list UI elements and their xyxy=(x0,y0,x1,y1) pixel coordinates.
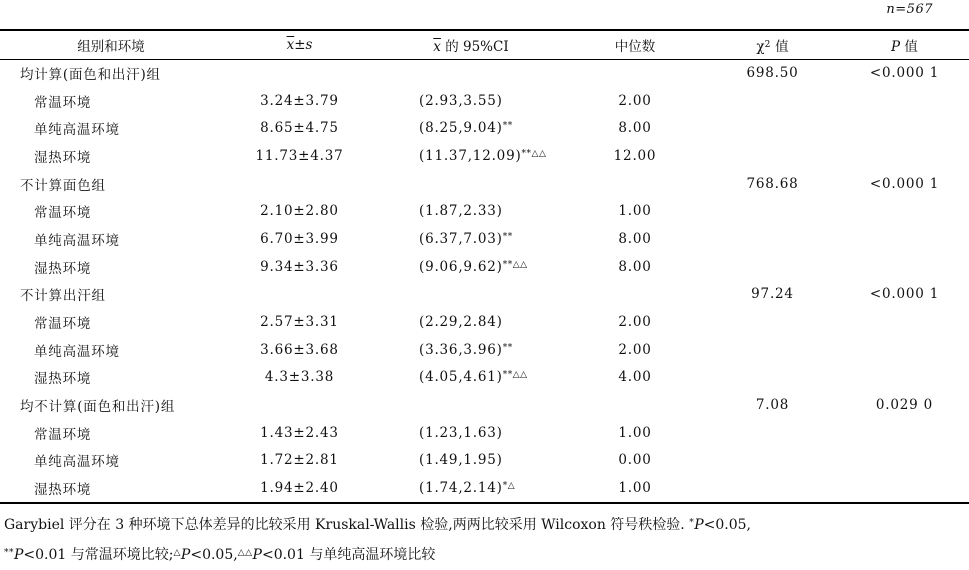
ci-value xyxy=(377,197,565,225)
footnote-p-symbol: P xyxy=(252,547,262,563)
mean-sd-value: 2.10±2.80 xyxy=(260,203,339,220)
table-row xyxy=(0,87,969,115)
table-row xyxy=(0,336,969,364)
empty-cell xyxy=(565,281,705,309)
ci-interval: (11.37,12.09) xyxy=(419,147,522,164)
ci-value xyxy=(377,87,565,115)
environment-label: 常温环境 xyxy=(34,426,92,443)
significance-marks: ** xyxy=(502,231,513,242)
table-row xyxy=(0,419,969,447)
ci-value xyxy=(377,364,565,392)
empty-cell xyxy=(377,59,565,87)
mean-sd-value: 8.65±4.75 xyxy=(260,120,339,137)
environment-label: 常温环境 xyxy=(34,94,92,111)
significance-marks: **△△ xyxy=(521,148,547,159)
empty-cell xyxy=(840,114,969,142)
ci-interval: (9.06,9.62) xyxy=(419,258,503,275)
empty-cell xyxy=(705,253,840,281)
empty-cell xyxy=(705,447,840,475)
environment-label: 单纯高温环境 xyxy=(34,122,120,139)
ci-value xyxy=(377,308,565,336)
footnote-mark: △ xyxy=(173,548,181,558)
empty-cell xyxy=(705,474,840,502)
ci-interval: (1.87,2.33) xyxy=(419,203,503,220)
ci-value xyxy=(377,253,565,281)
table-bottom-rule xyxy=(0,502,969,504)
p-value: <0.000 1 xyxy=(869,64,940,81)
environment-label: 常温环境 xyxy=(34,205,92,222)
median-value: 2.00 xyxy=(618,341,652,358)
mean-sd-value: 3.66±3.68 xyxy=(260,341,339,358)
significance-marks: **△△ xyxy=(502,370,528,381)
significance-marks: *△ xyxy=(502,481,516,492)
group-label: 均计算(面色和出汗)组 xyxy=(20,66,161,83)
empty-cell xyxy=(840,336,969,364)
median-value: 8.00 xyxy=(618,258,652,275)
p-value: <0.000 1 xyxy=(869,286,940,303)
footnote-mark: * xyxy=(689,518,695,528)
sample-size-text: n=567 xyxy=(886,2,933,17)
ci-interval: (8.25,9.04) xyxy=(419,120,503,137)
empty-cell xyxy=(705,142,840,170)
p-value: 0.029 0 xyxy=(875,397,934,414)
header-chi-symbol: χ xyxy=(756,39,765,55)
empty-cell xyxy=(840,253,969,281)
p-value: <0.000 1 xyxy=(869,175,940,192)
empty-cell xyxy=(222,391,377,419)
environment-label: 湿热环境 xyxy=(34,371,92,388)
empty-cell xyxy=(840,87,969,115)
chi2-value: 768.68 xyxy=(746,175,799,192)
environment-label: 单纯高温环境 xyxy=(34,343,120,360)
header-mean-x: $\overline{x}$ xyxy=(286,37,295,53)
table-row xyxy=(0,308,969,336)
environment-label: 单纯高温环境 xyxy=(34,232,120,249)
mean-sd-value: 6.70±3.99 xyxy=(260,230,339,247)
empty-cell xyxy=(840,142,969,170)
ci-value xyxy=(377,225,565,253)
empty-cell xyxy=(377,281,565,309)
ci-interval: (1.49,1.95) xyxy=(419,452,503,469)
header-p-symbol: P xyxy=(891,39,901,55)
footnote-line1-text: Garybiel 评分在 3 种环境下总体差异的比较采用 Kruskal-Wallis 检验,两两比较采用 Wilcoxon 符号秩检验. xyxy=(4,517,685,533)
header-ci-x: $\overline{x}$ xyxy=(433,39,441,55)
empty-cell xyxy=(705,114,840,142)
ci-interval: (2.29,2.84) xyxy=(419,314,503,331)
header-median: 中位数 xyxy=(614,39,656,55)
empty-cell xyxy=(222,170,377,198)
header-chi-rest: 值 xyxy=(770,39,789,55)
empty-cell xyxy=(840,419,969,447)
empty-cell xyxy=(222,59,377,87)
significance-marks: **△△ xyxy=(502,259,528,270)
table-row xyxy=(0,364,969,392)
ci-value xyxy=(377,114,565,142)
empty-cell xyxy=(840,308,969,336)
header-p xyxy=(840,31,969,59)
chi2-value: 7.08 xyxy=(755,397,790,414)
median-value: 2.00 xyxy=(618,314,652,331)
mean-sd-value: 1.94±2.40 xyxy=(260,480,339,497)
significance-marks: ** xyxy=(502,121,513,132)
ci-interval: (3.36,3.96) xyxy=(419,341,503,358)
footnote-mark: ** xyxy=(4,548,14,558)
header-group: 组别和环境 xyxy=(77,39,145,55)
table-row xyxy=(0,225,969,253)
ci-interval: (2.93,3.55) xyxy=(419,92,503,109)
empty-cell xyxy=(377,391,565,419)
footnote-text: <0.01 与单纯高温环境比较 xyxy=(261,547,436,563)
table-row xyxy=(0,253,969,281)
empty-cell xyxy=(705,308,840,336)
empty-cell xyxy=(840,474,969,502)
empty-cell xyxy=(705,419,840,447)
sample-size-note xyxy=(886,2,933,17)
ci-interval: (1.23,1.63) xyxy=(419,424,503,441)
empty-cell xyxy=(840,225,969,253)
footnote-p-symbol: P xyxy=(180,547,191,563)
ci-value xyxy=(377,142,565,170)
ci-value xyxy=(377,419,565,447)
group-row xyxy=(0,391,969,419)
significance-marks: ** xyxy=(502,342,513,353)
footnote-text: <0.01 与常温环境比较; xyxy=(23,547,174,563)
chi2-value: 97.24 xyxy=(751,286,794,303)
median-value: 0.00 xyxy=(618,452,652,469)
mean-sd-value: 11.73±4.37 xyxy=(255,147,344,164)
environment-label: 单纯高温环境 xyxy=(34,454,120,471)
table-row xyxy=(0,114,969,142)
group-row xyxy=(0,59,969,87)
median-value: 8.00 xyxy=(618,230,652,247)
table-row xyxy=(0,142,969,170)
ci-interval: (1.74,2.14) xyxy=(419,480,503,497)
footnote-p-symbol: P xyxy=(694,517,704,533)
header-mean-pm: ± xyxy=(294,37,306,53)
mean-sd-value: 2.57±3.31 xyxy=(260,314,339,331)
footnote-line1-tail: <0.05, xyxy=(703,517,751,533)
footnote-text: <0.05, xyxy=(190,547,238,563)
empty-cell xyxy=(705,87,840,115)
group-label: 均不计算(面色和出汗)组 xyxy=(20,399,176,416)
mean-sd-value: 1.72±2.81 xyxy=(260,452,339,469)
empty-cell xyxy=(705,197,840,225)
mean-sd-value: 9.34±3.36 xyxy=(260,258,339,275)
empty-cell xyxy=(565,59,705,87)
footnote-line-2 xyxy=(0,540,969,570)
environment-label: 常温环境 xyxy=(34,316,92,333)
empty-cell xyxy=(565,391,705,419)
empty-cell xyxy=(840,197,969,225)
median-value: 1.00 xyxy=(618,203,652,220)
chi2-value: 698.50 xyxy=(746,64,799,81)
environment-label: 湿热环境 xyxy=(34,149,92,166)
median-value: 2.00 xyxy=(618,92,652,109)
header-p-rest: 值 xyxy=(900,39,918,55)
empty-cell xyxy=(222,281,377,309)
mean-sd-value: 1.43±2.43 xyxy=(260,424,339,441)
header-ci xyxy=(377,31,565,59)
empty-cell xyxy=(840,447,969,475)
header-chi2 xyxy=(705,31,840,59)
table-body xyxy=(0,59,969,502)
empty-cell xyxy=(705,364,840,392)
header-mean-s: s xyxy=(305,37,313,53)
ci-interval: (6.37,7.03) xyxy=(419,230,503,247)
median-value: 8.00 xyxy=(618,120,652,137)
environment-label: 湿热环境 xyxy=(34,482,92,499)
empty-cell xyxy=(840,364,969,392)
ci-value xyxy=(377,474,565,502)
header-mean-sd xyxy=(222,31,377,59)
table-header-row xyxy=(0,31,969,59)
median-value: 1.00 xyxy=(618,480,652,497)
empty-cell xyxy=(705,225,840,253)
footnote-mark: △△ xyxy=(237,548,253,558)
mean-sd-value: 3.24±3.79 xyxy=(260,92,339,109)
table-row xyxy=(0,474,969,502)
empty-cell xyxy=(705,336,840,364)
header-chi-sup: 2 xyxy=(764,40,771,50)
group-row xyxy=(0,170,969,198)
empty-cell xyxy=(377,170,565,198)
table-footnote xyxy=(0,510,969,570)
median-value: 12.00 xyxy=(613,147,657,164)
ci-value xyxy=(377,336,565,364)
table-row xyxy=(0,197,969,225)
results-table xyxy=(0,31,969,502)
group-label: 不计算面色组 xyxy=(20,177,106,194)
footnote-line-1 xyxy=(0,510,969,540)
mean-sd-value: 4.3±3.38 xyxy=(264,369,335,386)
header-ci-rest: 的 95%CI xyxy=(440,39,509,55)
group-row xyxy=(0,281,969,309)
environment-label: 湿热环境 xyxy=(34,260,92,277)
empty-cell xyxy=(565,170,705,198)
ci-value xyxy=(377,447,565,475)
group-label: 不计算出汗组 xyxy=(20,288,106,305)
median-value: 4.00 xyxy=(618,369,652,386)
median-value: 1.00 xyxy=(618,424,652,441)
ci-interval: (4.05,4.61) xyxy=(419,369,503,386)
table-row xyxy=(0,447,969,475)
footnote-p-symbol: P xyxy=(14,547,24,563)
